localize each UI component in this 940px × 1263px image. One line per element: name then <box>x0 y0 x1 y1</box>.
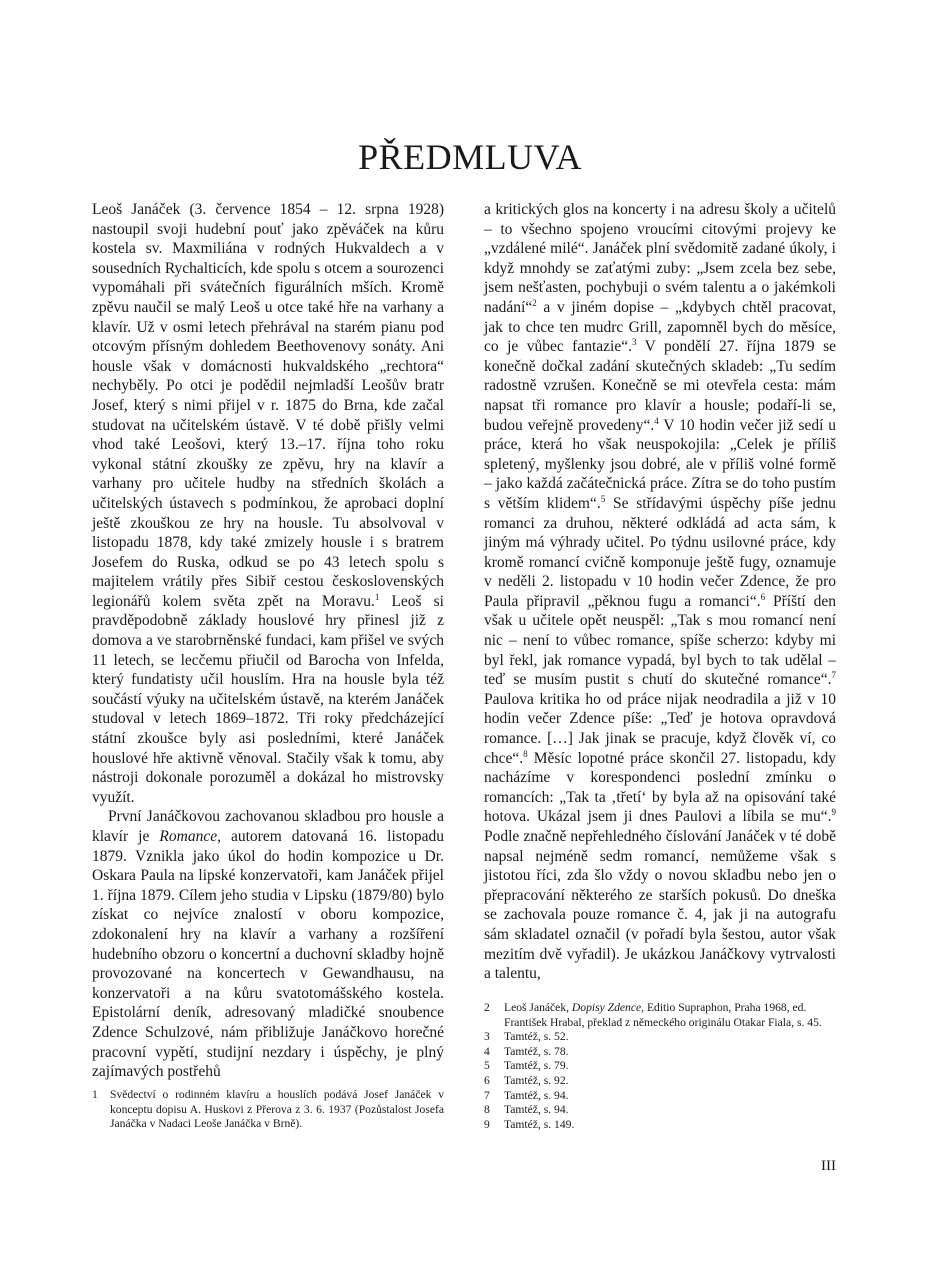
paragraph-text: Se střídavými úspěchy píše jednu romanci za druhou, některé odkládá ad acta sám, k jiným má výhrady učitel. Po týdnu usilovné práce, kdy kromě romancí cvičně komponuje ještě fugy, oznamuje v neděli 2. listopadu v 10 hodin večer Zdence, že pro Paula připravil „pěknou fugu a romanci“. <box>484 494 837 610</box>
footnote-text-part: , Editio Supraphon, Praha 1968, ed. František Hrabal, překlad z německého originálu Otakar Fiala, s. 45. <box>504 1001 822 1029</box>
footnote-text: Tamtéž, s. 94. <box>504 1088 569 1102</box>
footnote-text: Tamtéž, s. 78. <box>504 1044 569 1058</box>
paragraph <box>92 807 444 1081</box>
paragraph-text: Leoš si pravděpodobně základy houslové hry přinesl již z domova a ve starobrněnské fundaci, kam přišel ve svých 11 letech, se lecčemu přiučil od Barocha von Infelda, který fundatisty učil houslím. Hra na housle byla též součástí výuky na učitelském ústavě, na kterém Janáček studoval v letech 1869–1872. Tři roky předcházející státní zkoušce byly asi posledními, které Janáček houslové hře aktivně věnoval. Stačily však k tomu, aby nástroji dokonale porozuměl a dokázal ho mistrovsky využít. <box>92 592 444 806</box>
footnote-ref: 6 <box>760 591 766 602</box>
footnote <box>484 1001 836 1030</box>
work-title: Romance <box>159 828 218 845</box>
footnote-ref: 4 <box>654 415 659 426</box>
footnote-ref: 3 <box>631 337 637 347</box>
footnotes-right <box>484 1001 836 1132</box>
footnote-number: 6 <box>484 1073 490 1087</box>
footnote <box>484 1089 836 1104</box>
footnote-number: 2 <box>484 1001 490 1014</box>
footnote-number: 5 <box>484 1059 490 1073</box>
footnote <box>484 1030 836 1045</box>
footnote-ref: 7 <box>831 670 836 681</box>
footnote-number: 8 <box>484 1103 490 1117</box>
paragraph-text: Paulova kritika ho od práce nijak neodradila a již v 10 hodin večer Zdence píše: „Teď je hotova opravdová romance. […] Jak jinak se pracuje, když člověk ví, co chce“. <box>484 690 836 767</box>
right-column <box>484 200 836 984</box>
paragraph-text: Leoš Janáček (3. července 1854 – 12. srpna 1928) nastoupil svoji hudební pouť jako zpěváček na kůru kostela sv. Maxmiliána v rodných Hukvaldech a v sousedních Rychalticích, kde spolu s otcem a sourozenci vypomáhali při svátečních figurálních mších. Kromě zpěvu naučil se malý Leoš u otce také hře na varhany a klavír. Už v osmi letech přehrával na starém pianu pod otcovým přísným dohledem Beethovenovy sonáty. Ani housle však v domácnosti hukvaldského „rechtora“ nechyběly. Po otci je podědil nejmladší Leošův bratr Josef, který s nimi přijel v r. 1875 do Brna, kde začal studovat na učitelském ústavě. V té době přišly velmi vhod také Leošovi, který 13.–17. října toho roku vykonal státní zkoušky ze zpěvu, hry na klavír a varhany pro učitele hudby na středních školách a učitelských ústavech s podmínkou, že aprobaci doplní ještě zkouškou ze hry na housle. Tu absolvoval v listopadu 1878, kdy také zmizely housle i s bratrem Josefem do Ruska, odkud se po 43 letech spolu s majitelem vrátily přes Sibiř cestou československých legionářů kolem světa zpět na Moravu. <box>92 201 444 610</box>
page-title: PŘEDMLUVA <box>358 137 582 178</box>
paragraph-text: , autorem datovaná 16. listopadu 1879. Vznikla jako úkol do hodin kompozice u Dr. Oskara Paula na lipské konzervatoři, kam Janáček přijel 1. října 1879. Cílem jeho studia v Lipsku (1879/80) bylo získat co nejvíce znalostí v oboru kompozice, zdokonalení hry na klavír a varhany a rozšíření hudebního obzoru o koncertní a duchovní skladby hojně provozované na koncertech v Gewandhausu, na konzervatoři a na kůru svatotomášského kostela. Epistolární deník, adresovaný mladičké snoubence Zdence Schulzové, nám přibližuje Janáčkovo horečné pracovní vypětí, studijní nezdary i úspěchy, je plný zajímavých postřehů <box>92 828 445 1081</box>
paragraph <box>92 200 444 807</box>
footnote <box>484 1118 836 1133</box>
footnote-ref: 5 <box>600 493 606 504</box>
footnote-text: Tamtéž, s. 92. <box>504 1073 569 1087</box>
footnote-text: Tamtéž, s. 52. <box>504 1030 569 1044</box>
footnote-text: Tamtéž, s. 94. <box>504 1103 569 1117</box>
footnote-ref: 2 <box>532 297 537 308</box>
paragraph-text: V 10 hodin večer již sedí u práce, která ho však neuspokojila: „Celek je příliš spletený, myšlenky jsou dobré, ale v příliš volné formě – jako každá začátečnická práce. Zítra se do toho pustím s větším klidem“. <box>484 416 836 512</box>
footnote-text: Tamtéž, s. 149. <box>504 1117 575 1131</box>
page-number: III <box>821 1158 836 1174</box>
paragraph-text: Měsíc lopotné práce skončil 27. listopadu, kdy nacházíme v korespondenci poslední zmínku o romancích: „Tak ta ‚třetí‘ by byla až na opisování také hotova. Ukázal jsem ji dnes Paulovi a líbila se mu“. <box>484 749 836 826</box>
paragraph-text: a v jiném dopise – „kdybych chtěl pracovat, jak to chce ten mudrc Grill, zapomněl bych do měsíce, co je vůbec fantazie“. <box>484 298 836 356</box>
footnote <box>484 1074 836 1089</box>
paragraph-text: První Janáčkovou zachovanou skladbou pro housle a klavír je <box>92 808 444 845</box>
paragraph-text: Podle značně nepřehledného číslování Janáček v té době napsal nejméně sedm romancí, nemůžeme však s jistotou říci, zda šlo vždy o novou skladbu nebo jen o přepracování některého ze starších pokusů. Do dneška se zachovala pouze romance č. 4, jak ji na autografu sám skladatel označil (v pořadí byla šestou, autor však mezitím dvě vyřadil). Je ukázkou Janáčkovy vytrvalosti a talentu, <box>484 828 836 983</box>
footnote-text-part: Leoš Janáček, <box>504 1001 572 1014</box>
footnote-number: 3 <box>484 1030 490 1044</box>
footnote <box>484 1103 836 1118</box>
footnote-text: Svědectví o rodinném klavíru a houslích podává Josef Janáček v konceptu dopisu A. Huskovi z Přerova z 3. 6. 1937 (Pozůstalost Josefa Janáčka v Nadaci Leoše Janáčka v Brně). <box>110 1088 444 1131</box>
paragraph-text: a kritických glos na koncerty i na adresu školy a učitelů – to všechno spojeno vroucími citovými projevy ke „vzdálené milé“. Janáček plní svědomitě zadané úkoly, i když mnohdy se zaťatými zuby: „Jsem zcela bez sebe, jsem nešťasten, pochybuji o svém talentu a o jakémkoli nadání“ <box>484 201 836 316</box>
footnote-ref: 8 <box>523 748 528 759</box>
book-title: Dopisy Zdence <box>571 1001 642 1014</box>
footnote-text: Tamtéž, s. 79. <box>504 1059 569 1073</box>
paragraph-text: Příští den však u učitele opět neuspěl: „Tak s mou romancí není nic – není to vůbec romance, spíše scherzo: kdyby mi byl řekl, jak romance vypadá, byl bych to tak udělal – teď se musím pustit s chutí do skutečné romance“. <box>484 592 836 689</box>
footnote-number: 1 <box>92 1088 98 1101</box>
footnote-number: 7 <box>484 1088 490 1102</box>
paragraph-text: V pondělí 27. října 1879 se konečně dočkal zadání skutečných skladeb: „Tu sedím radostně vzrušen. Konečně se mi otevřela cesta: mám napsat tři romance pro klavír a housle; podaří-li se, budou veřejně provedeny“. <box>484 338 836 434</box>
footnote-ref: 1 <box>374 591 380 602</box>
footnote <box>484 1045 836 1060</box>
footnote <box>484 1059 836 1074</box>
footnote-number: 9 <box>484 1117 490 1131</box>
footnote <box>92 1088 444 1132</box>
left-column <box>92 200 444 1082</box>
footnote-ref: 9 <box>831 807 836 818</box>
footnote-text <box>504 1001 836 1030</box>
paragraph <box>484 200 836 984</box>
footnote-number: 4 <box>484 1044 490 1058</box>
footnotes-left <box>92 1088 444 1132</box>
